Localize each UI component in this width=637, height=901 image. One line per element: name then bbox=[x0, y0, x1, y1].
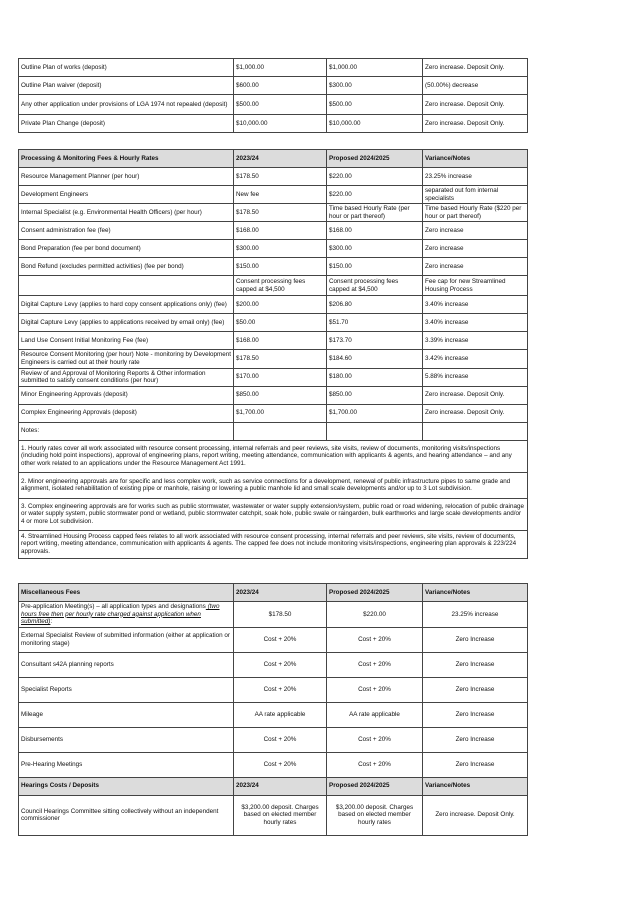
fee-2024-cell: $10,000.00 bbox=[327, 115, 423, 133]
table-row bbox=[19, 276, 528, 296]
fee-2023-cell: $3,200.00 deposit. Charges based on elected member hourly rates bbox=[234, 795, 327, 835]
fee-2023-cell: $1,000.00 bbox=[234, 59, 327, 77]
fee-description: Complex Engineering Approvals (deposit) bbox=[19, 404, 234, 422]
fee-description: Consultant s42A planning reports bbox=[19, 652, 234, 677]
fee-2023-cell: Cost + 20% bbox=[234, 652, 327, 677]
table-row bbox=[19, 702, 528, 727]
variance-cell: Zero increase. Deposit Only. bbox=[423, 404, 528, 422]
fee-2024-cell: $300.00 bbox=[327, 240, 423, 258]
fee-2024-cell: $168.00 bbox=[327, 222, 423, 240]
table-row bbox=[19, 222, 528, 240]
deposit-fees-table bbox=[18, 58, 528, 133]
fee-description: Digital Capture Levy (applies to applications received by email only) (fee) bbox=[19, 314, 234, 332]
header-cell: 2023/24 bbox=[234, 150, 327, 168]
fee-description: Review of and Approval of Monitoring Reports & Other information submitted to satisfy consent conditions (per hour) bbox=[19, 368, 234, 386]
fee-2024-cell: Cost + 20% bbox=[327, 652, 423, 677]
fee-description: Specialist Reports bbox=[19, 677, 234, 702]
fee-2023-cell: $200.00 bbox=[234, 296, 327, 314]
fee-2023-cell: $178.50 bbox=[234, 350, 327, 368]
header-cell: Variance/Notes bbox=[423, 150, 528, 168]
table-row bbox=[19, 115, 528, 133]
table-row bbox=[19, 332, 528, 350]
fee-2024-cell: $173.70 bbox=[327, 332, 423, 350]
table-header-row bbox=[19, 584, 528, 602]
table-row bbox=[19, 168, 528, 186]
table-row bbox=[19, 59, 528, 77]
fee-2024-cell: $220.00 bbox=[327, 168, 423, 186]
note-row bbox=[19, 498, 528, 530]
fee-2024-cell: Cost + 20% bbox=[327, 677, 423, 702]
fee-2023-cell: Cost + 20% bbox=[234, 627, 327, 652]
fee-2024-cell: $3,200.00 deposit. Charges based on elected member hourly rates bbox=[327, 795, 423, 835]
variance-cell: Zero Increase bbox=[423, 727, 528, 752]
miscellaneous-fees-table bbox=[18, 583, 528, 836]
table-row bbox=[19, 727, 528, 752]
table-row bbox=[19, 602, 528, 628]
fee-2023-cell: Cost + 20% bbox=[234, 752, 327, 777]
fee-2024-cell: $220.00 bbox=[327, 186, 423, 204]
variance-cell: 3.40% increase bbox=[423, 314, 528, 332]
variance-cell: Zero increase. Deposit Only. bbox=[423, 115, 528, 133]
fee-2023-cell: New fee bbox=[234, 186, 327, 204]
variance-cell: Zero Increase bbox=[423, 752, 528, 777]
fee-2024-cell: Cost + 20% bbox=[327, 752, 423, 777]
variance-cell: Zero increase. Deposit Only. bbox=[423, 795, 528, 835]
fee-2024-cell: $150.00 bbox=[327, 258, 423, 276]
variance-cell: Zero increase bbox=[423, 258, 528, 276]
fee-description: Minor Engineering Approvals (deposit) bbox=[19, 386, 234, 404]
fee-2024-cell: $1,000.00 bbox=[327, 59, 423, 77]
fee-2023-cell: Consent processing fees capped at $4,500 bbox=[234, 276, 327, 296]
table-row bbox=[19, 77, 528, 95]
fee-2023-cell: $168.00 bbox=[234, 332, 327, 350]
fee-2024-cell: $180.00 bbox=[327, 368, 423, 386]
table-row bbox=[19, 652, 528, 677]
fee-description: Pre-Hearing Meetings bbox=[19, 752, 234, 777]
variance-cell: separated out fom internal specialists bbox=[423, 186, 528, 204]
header-cell: Miscellaneous Fees bbox=[19, 584, 234, 602]
note-text: 3. Complex engineering approvals are for works such as public stormwater, wastewater or water supply extension/system, public road or road widening, relocation of public drainage or water supply system, public stormwater pond or wetland, public stormwater catchpit, soak hole, public swale or raingarden, bulk earthworks and large scale developments and/or 4 or more Lot subdivision. bbox=[19, 498, 528, 530]
variance-cell: 3.42% increase bbox=[423, 350, 528, 368]
note-row bbox=[19, 472, 528, 498]
fee-description: Consent administration fee (fee) bbox=[19, 222, 234, 240]
note-text: 2. Minor engineering approvals are for specific and less complex work, such as service connections for a development, renewal of public infrastructure pipes to same grade and alignment, isolated rehabilitation of existing pipe or manhole, raising or lowering a public manhole lid and small scale developments and/or up to 3 Lot subdivision. bbox=[19, 472, 528, 498]
fee-2024-cell: $184.60 bbox=[327, 350, 423, 368]
fee-2024-cell: AA rate applicable bbox=[327, 702, 423, 727]
fee-2023-cell: Cost + 20% bbox=[234, 727, 327, 752]
fee-2023-cell: AA rate applicable bbox=[234, 702, 327, 727]
table-row bbox=[19, 204, 528, 222]
variance-cell: 5.88% increase bbox=[423, 368, 528, 386]
header-cell: 2023/24 bbox=[234, 777, 327, 795]
variance-cell: Zero increase. Deposit Only. bbox=[423, 95, 528, 115]
fee-2024-cell: Cost + 20% bbox=[327, 627, 423, 652]
fee-description: Disbursements bbox=[19, 727, 234, 752]
variance-cell: Zero Increase bbox=[423, 702, 528, 727]
fee-2023-cell: $178.50 bbox=[234, 204, 327, 222]
table-row bbox=[19, 677, 528, 702]
fee-2024-cell: $51.70 bbox=[327, 314, 423, 332]
fee-2023-cell: $600.00 bbox=[234, 77, 327, 95]
table-header-row bbox=[19, 777, 528, 795]
fee-description: Outline Plan waiver (deposit) bbox=[19, 77, 234, 95]
fee-description: Land Use Consent Initial Monitoring Fee (fee) bbox=[19, 332, 234, 350]
fee-2023-cell: Cost + 20% bbox=[234, 677, 327, 702]
note-row bbox=[19, 530, 528, 558]
table-row bbox=[19, 314, 528, 332]
fee-2024-cell bbox=[327, 422, 423, 440]
fee-description: Mileage bbox=[19, 702, 234, 727]
fee-2024-cell: $300.00 bbox=[327, 77, 423, 95]
table-row bbox=[19, 186, 528, 204]
description-text: Pre-application Meeting(s) – all application types and designations bbox=[21, 603, 206, 610]
header-cell: Proposed 2024/2025 bbox=[327, 584, 423, 602]
variance-cell: Zero Increase bbox=[423, 652, 528, 677]
fee-2023-cell: $300.00 bbox=[234, 240, 327, 258]
table-row bbox=[19, 404, 528, 422]
table-row bbox=[19, 296, 528, 314]
variance-cell: (50.00%) decrease bbox=[423, 77, 528, 95]
variance-cell: 23.25% increase bbox=[423, 602, 528, 628]
variance-cell: Zero Increase bbox=[423, 627, 528, 652]
fee-description: External Specialist Review of submitted information (either at application or monitoring stage) bbox=[19, 627, 234, 652]
fee-2023-cell: $170.00 bbox=[234, 368, 327, 386]
fee-2024-cell: Time based Hourly Rate (per hour or part thereof) bbox=[327, 204, 423, 222]
fee-description: Bond Refund (excludes permitted activities) (fee per bond) bbox=[19, 258, 234, 276]
fee-2024-cell: $206.80 bbox=[327, 296, 423, 314]
fee-2023-cell: $10,000.00 bbox=[234, 115, 327, 133]
fee-description: Outline Plan of works (deposit) bbox=[19, 59, 234, 77]
fee-description: Private Plan Change (deposit) bbox=[19, 115, 234, 133]
fee-description: Bond Preparation (fee per bond document) bbox=[19, 240, 234, 258]
table-row bbox=[19, 368, 528, 386]
variance-cell: Zero increase bbox=[423, 240, 528, 258]
variance-cell: Zero Increase bbox=[423, 677, 528, 702]
variance-cell: 3.39% increase bbox=[423, 332, 528, 350]
fee-description bbox=[19, 602, 234, 628]
table-header-row bbox=[19, 150, 528, 168]
fee-2023-cell bbox=[234, 422, 327, 440]
table-row bbox=[19, 350, 528, 368]
header-cell: Variance/Notes bbox=[423, 584, 528, 602]
fee-2023-cell: $50.00 bbox=[234, 314, 327, 332]
variance-cell: 3.40% increase bbox=[423, 296, 528, 314]
fee-2023-cell: $178.50 bbox=[234, 602, 327, 628]
variance-cell: Zero increase. Deposit Only. bbox=[423, 386, 528, 404]
description-end-text: : bbox=[50, 618, 53, 626]
fee-2023-cell: $150.00 bbox=[234, 258, 327, 276]
header-cell: Hearings Costs / Deposits bbox=[19, 777, 234, 795]
fee-2023-cell: $500.00 bbox=[234, 95, 327, 115]
fee-description: Any other application under provisions of LGA 1974 not repealed (deposit) bbox=[19, 95, 234, 115]
table-row bbox=[19, 795, 528, 835]
header-cell: 2023/24 bbox=[234, 584, 327, 602]
fee-2024-cell: Cost + 20% bbox=[327, 727, 423, 752]
note-row bbox=[19, 440, 528, 472]
fee-description: Digital Capture Levy (applies to hard copy consent applications only) (fee) bbox=[19, 296, 234, 314]
table-row bbox=[19, 240, 528, 258]
fee-2023-cell: $850.00 bbox=[234, 386, 327, 404]
fee-description: Development Engineers bbox=[19, 186, 234, 204]
variance-cell: Zero increase bbox=[423, 222, 528, 240]
table-row bbox=[19, 627, 528, 652]
fee-2024-cell: $850.00 bbox=[327, 386, 423, 404]
fee-description: Resource Management Planner (per hour) bbox=[19, 168, 234, 186]
variance-cell: 23.25% increase bbox=[423, 168, 528, 186]
fee-2023-cell: $178.50 bbox=[234, 168, 327, 186]
fee-2023-cell: $1,700.00 bbox=[234, 404, 327, 422]
variance-cell: Time based Hourly Rate ($220 per hour or part thereof) bbox=[423, 204, 528, 222]
fee-2024-cell: $1,700.00 bbox=[327, 404, 423, 422]
table-row bbox=[19, 752, 528, 777]
table-row bbox=[19, 386, 528, 404]
fee-description: Resource Consent Monitoring (per hour) Note - monitoring by Development Engineers is carried out at their hourly rate bbox=[19, 350, 234, 368]
fee-2024-cell: $220.00 bbox=[327, 602, 423, 628]
variance-cell bbox=[423, 422, 528, 440]
fee-description: Internal Specialist (e.g. Environmental Health Officers) (per hour) bbox=[19, 204, 234, 222]
header-cell: Proposed 2024/2025 bbox=[327, 777, 423, 795]
fee-2024-cell: Consent processing fees capped at $4,500 bbox=[327, 276, 423, 296]
table-row bbox=[19, 95, 528, 115]
note-text: 1. Hourly rates cover all work associated with resource consent processing, internal referrals and peer reviews, site visits, review of documents, monitoring visits/inspections (including hold point inspections), approval of engineering plans, report writing, meeting attendance, communication with applicants & agents, and hearing attendance – and any other work related to an applications under the Resource Management Act 1991. bbox=[19, 440, 528, 472]
table-row bbox=[19, 258, 528, 276]
fee-description bbox=[19, 276, 234, 296]
fee-2024-cell: $500.00 bbox=[327, 95, 423, 115]
header-cell: Variance/Notes bbox=[423, 777, 528, 795]
processing-monitoring-fees-table bbox=[18, 149, 528, 559]
fee-2023-cell: $168.00 bbox=[234, 222, 327, 240]
fee-description: Council Hearings Committee sitting collectively without an independent commissioner bbox=[19, 795, 234, 835]
note-text: 4. Streamlined Housing Process capped fees relates to all work associated with resource consent processing, internal referrals and peer reviews, site visits, review of documents, report writing, meeting attendance, communication with applicants & agents. The capped fee does not include monitoring visits/inspections, engineering plan approvals & 223/224 approvals. bbox=[19, 530, 528, 558]
description-underlined-text: (two hours free then per hourly rate charged against application when submitted) bbox=[21, 603, 220, 626]
variance-cell: Fee cap for new Streamlined Housing Process bbox=[423, 276, 528, 296]
header-cell: Processing & Monitoring Fees & Hourly Rates bbox=[19, 150, 234, 168]
table-row bbox=[19, 422, 528, 440]
header-cell: Proposed 2024/2025 bbox=[327, 150, 423, 168]
variance-cell: Zero increase. Deposit Only. bbox=[423, 59, 528, 77]
fee-description: Notes: bbox=[19, 422, 234, 440]
